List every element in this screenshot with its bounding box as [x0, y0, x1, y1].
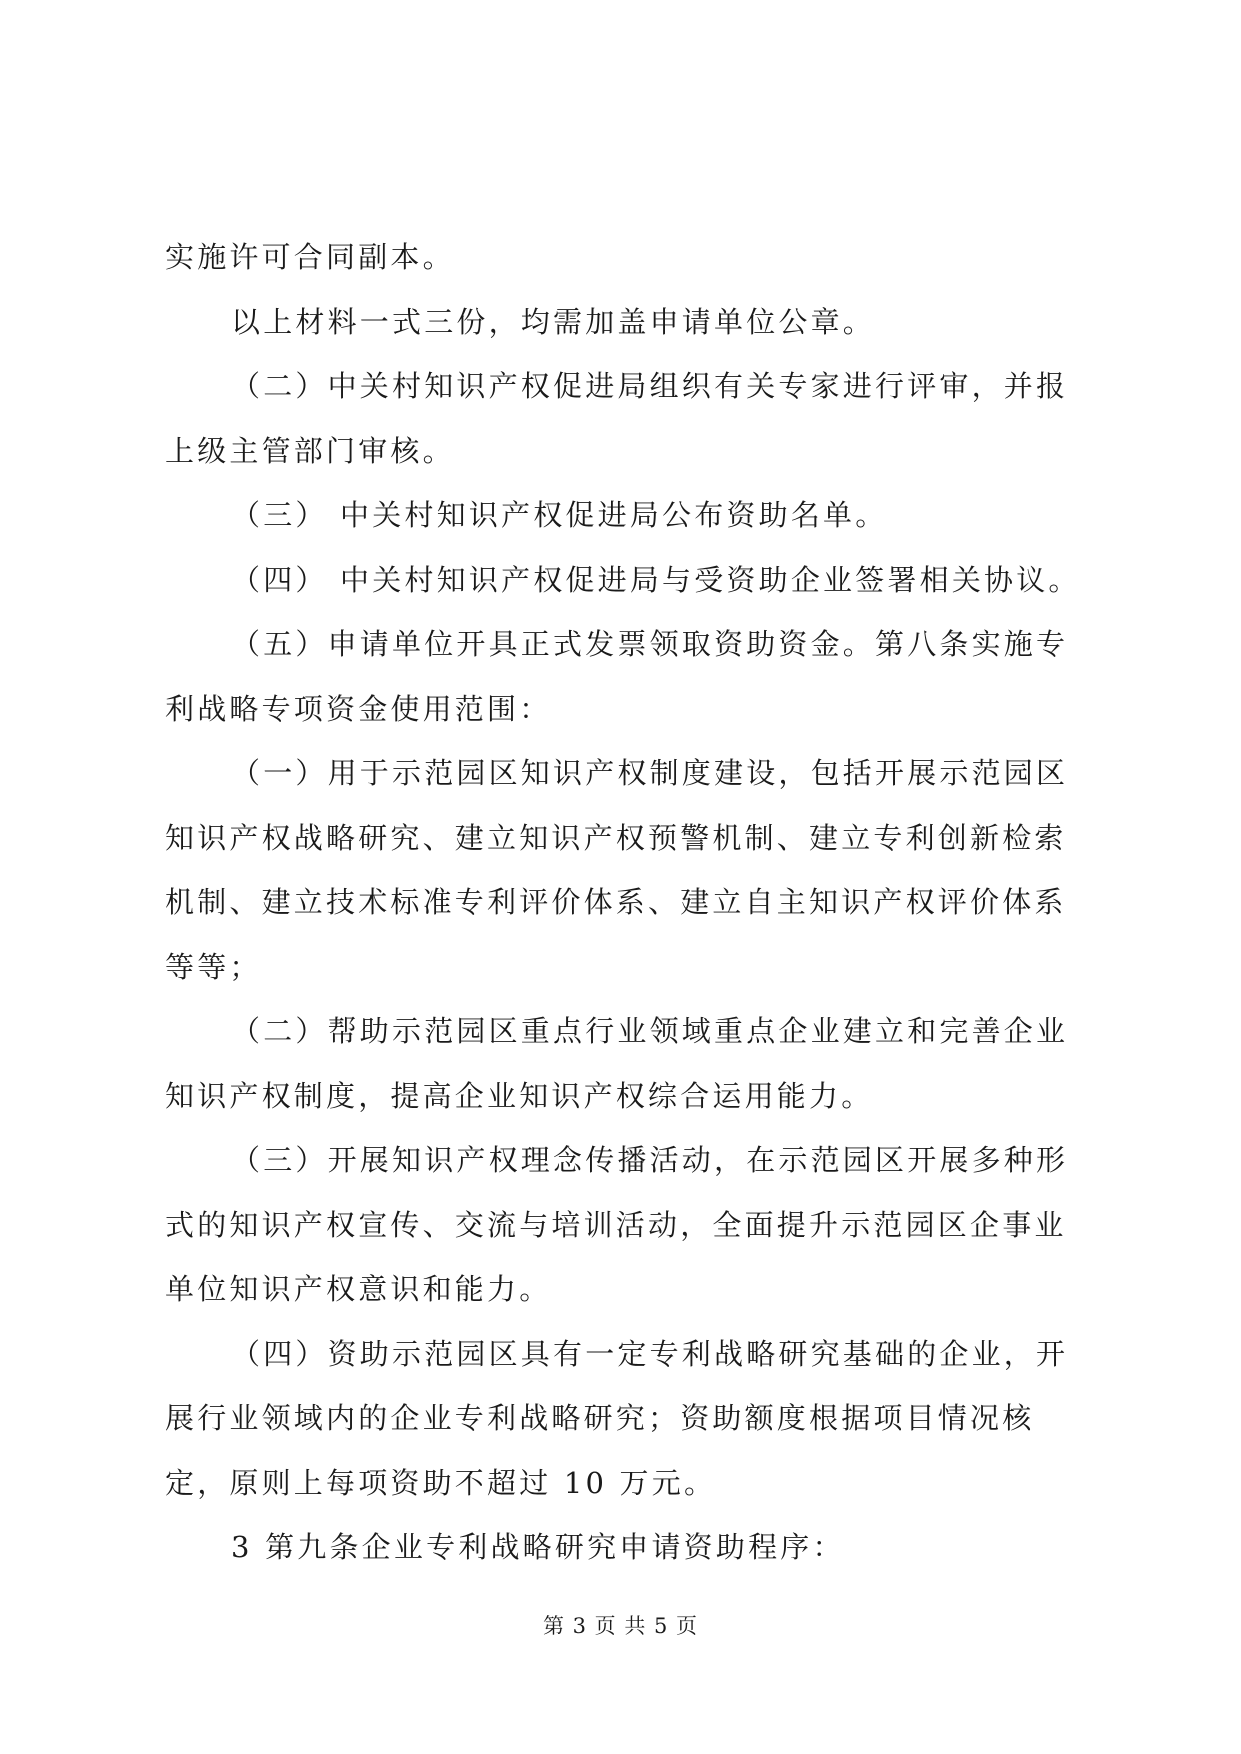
paragraph-scope-3: （三）开展知识产权理念传播活动，在示范园区开展多种形式的知识产权宣传、交流与培训活动，全面提升示范园区企事业单位知识产权意识和能力。 — [165, 1143, 1069, 1306]
paragraph-scope-2: （二）帮助示范园区重点行业领域重点企业建立和完善企业知识产权制度，提高企业知识产权综合运用能力。 — [165, 1014, 1069, 1113]
paragraph-item-4-agreement: （四） 中关村知识产权促进局与受资助企业签署相关协议。 — [231, 562, 1081, 597]
paragraph-materials-note: 以上材料一式三份，均需加盖申请单位公章。 — [231, 304, 876, 339]
paragraph-scope-4: （四）资助示范园区具有一定专利战略研究基础的企业，开展行业领域内的企业专利战略研究；资助额度根据项目情况核定，原则上每项资助不超过 10 万元。 — [165, 1336, 1069, 1500]
paragraph-item-3-publish: （三） 中关村知识产权促进局公布资助名单。 — [231, 498, 888, 532]
paragraph-article-9-heading: 3 第九条企业专利战略研究申请资助程序： — [231, 1530, 845, 1564]
document-body — [165, 225, 1085, 1580]
paragraph-continuation: 实施许可合同副本。 — [165, 240, 455, 274]
paragraph-item-2-review: （二）中关村知识产权促进局组织有关专家进行评审，并报上级主管部门审核。 — [165, 369, 1069, 468]
paragraph-scope-1: （一）用于示范园区知识产权制度建设，包括开展示范园区知识产权战略研究、建立知识产权预警机制、建立专利创新检索机制、建立技术标准专利评价体系、建立自主知识产权评价体系等等； — [165, 756, 1069, 984]
page-number-footer: 第 3 页 共 5 页 — [542, 1614, 699, 1638]
paragraph-item-5-invoice: （五）申请单位开具正式发票领取资助资金。第八条实施专利战略专项资金使用范围： — [165, 627, 1069, 726]
